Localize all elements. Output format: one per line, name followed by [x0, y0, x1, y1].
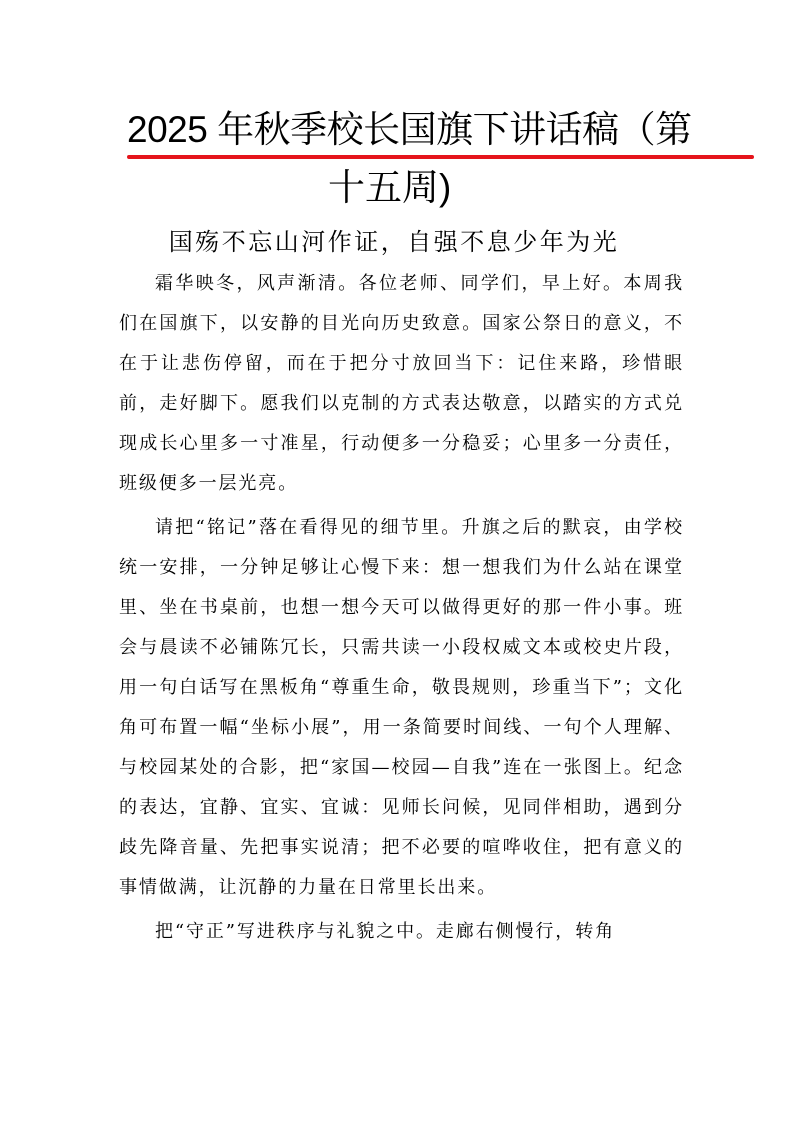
paragraph-1: 霜华映冬，风声渐清。各位老师、同学们，早上好。本周我们在国旗下，以安静的目光向历史致意。国家公祭日的意义，不在于让悲伤停留，而在于把分寸放回当下：记住来路，珍惜眼前，走好脚下。愿我们以克制的方式表达敬意，以踏实的方式兑现成长心里多一寸准星，行动便多一分稳妥；心里多一分责任，班级便多一层光亮。 [119, 273, 684, 494]
paragraph-3: 把“守正”写进秩序与礼貌之中。走廊右侧慢行，转角 [155, 921, 616, 942]
subtitle-text: 国殇不忘山河作证，自强不息少年为光 [168, 228, 620, 256]
document-body [119, 264, 684, 952]
document-title-line-1: 2025 年秋季校长国旗下讲话稿（第 [127, 109, 692, 150]
red-title-rule [127, 155, 754, 159]
document-subtitle [0, 222, 793, 262]
paragraph-2: 请把“铭记”落在看得见的细节里。升旗之后的默哀，由学校统一安排，一分钟足够让心慢下来：想一想我们为什么站在课堂里、坐在书桌前，也想一想今天可以做得更好的那一件小事。班会与晨读不必铺陈冗长，只需共读一小段权威文本或校史片段，用一句白话写在黑板角“尊重生命，敬畏规则，珍重当下”；文化角可布置一幅“坐标小展”，用一条简要时间线、一句个人理解、与校园某处的合影，把“家国—校园—自我”连在一张图上。纪念的表达，宜静、宜实、宜诚：见师长问候，见同伴相助，遇到分歧先降音量、先把事实说清；把不必要的喧哗收住，把有意义的事情做满，让沉静的力量在日常里长出来。 [119, 517, 684, 898]
document-title-line-2: 十五周) [328, 167, 452, 208]
